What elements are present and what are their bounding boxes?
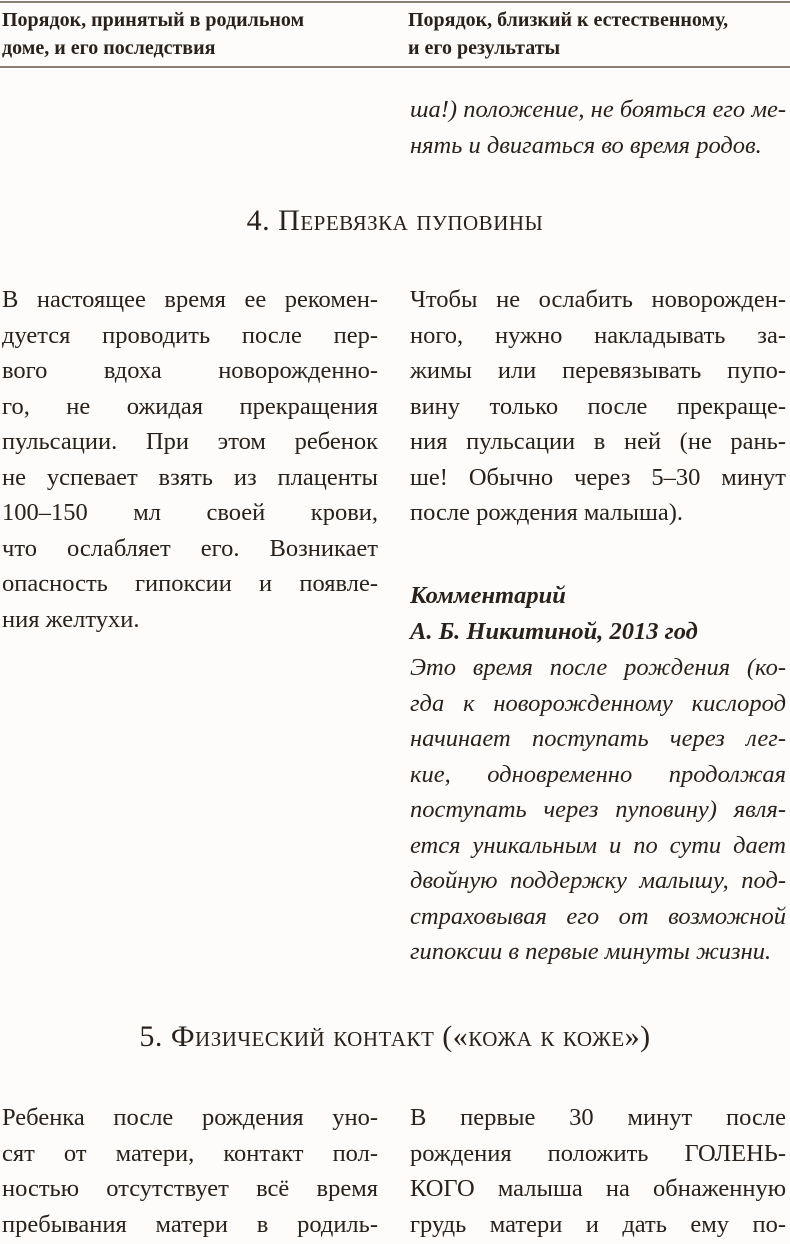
text-line: грудь матери и дать ему по- <box>410 1210 786 1238</box>
text-line: го, не ожидая прекращения <box>2 392 378 420</box>
text-line: дуется проводить после пер- <box>2 321 378 349</box>
header-right-line: и его результаты <box>408 37 561 59</box>
text-line: В первые 30 минут после <box>410 1104 786 1131</box>
text-line: не успевает взять из плаценты <box>2 463 378 491</box>
text-line: вого вдоха новорожденно- <box>2 357 378 384</box>
section-5-left-column <box>2 1100 378 1242</box>
section-5-heading: 5. Физический контакт («кожа к коже») <box>139 1020 651 1053</box>
text-line: В настоящее время ее рекомен- <box>2 286 378 313</box>
text-line: сят от матери, контакт пол- <box>2 1139 378 1167</box>
text-line: страховывая его от возможной <box>410 902 786 930</box>
text-line: пребывания матери в родиль- <box>2 1210 378 1238</box>
table-header-rule <box>0 66 790 68</box>
text-line: рождения положить ГОЛЕНЬ- <box>410 1139 786 1167</box>
text-line: пульсации. При этом ребенок <box>2 428 378 455</box>
text-line: ния пульсации в ней (не рань- <box>410 428 786 455</box>
text-line: гда к новорожденному кислород <box>410 689 786 717</box>
table-top-rule <box>0 1 790 3</box>
text-line: жимы или перевязывать пупо- <box>410 357 786 384</box>
continuation-text <box>410 92 786 163</box>
column-header-right <box>408 6 790 62</box>
section-4-left-column <box>2 282 378 637</box>
text-line: Ребенка после рождения уно- <box>2 1104 378 1131</box>
text-line: КОГО малыша на обнаженную <box>410 1175 786 1202</box>
header-right-line: Порядок, близкий к естественному, <box>408 9 729 31</box>
text-line: поступать через пуповину) явля- <box>410 796 786 823</box>
text-line: гипоксии в первые минуты жизни. <box>410 938 772 965</box>
comment-heading-line: Комментарий <box>410 582 566 609</box>
text-line: ностью отсутствует всё время <box>2 1175 378 1202</box>
comment-title <box>410 578 786 649</box>
text-line: ния желтухи. <box>2 605 140 633</box>
text-line: ша!) положение, не бояться его ме- <box>410 96 786 123</box>
text-line: что ослабляет его. Возникает <box>2 534 378 562</box>
text-line: опасность гипоксии и появле- <box>2 570 378 597</box>
text-line: Это время после рождения (ко- <box>410 654 786 681</box>
text-line: ного, нужно накладывать за- <box>410 321 786 349</box>
section-5-right-column <box>410 1100 786 1242</box>
text-line: вину только после прекраще- <box>410 392 786 420</box>
text-line: нять и двигаться во время родов. <box>410 131 762 159</box>
comment-body <box>410 650 786 970</box>
text-line: кие, одновременно продолжая <box>410 760 786 788</box>
text-line: начинает поступать через лег- <box>410 725 786 752</box>
comment-author-line: А. Б. Никитиной, 2013 год <box>410 617 698 645</box>
text-line: двойную поддержку малышу, под- <box>410 867 786 894</box>
section-4-right-column <box>410 282 786 531</box>
text-line: Чтобы не ослабить новорожден- <box>410 286 786 313</box>
section-4-heading: 4. Перевязка пуповины <box>246 204 544 237</box>
text-line: ется уникальным и по сути дает <box>410 831 786 859</box>
text-line: 100–150 мл своей крови, <box>2 499 378 526</box>
header-left-line: Порядок, принятый в родильном <box>2 9 305 31</box>
text-line: ше! Обычно через 5–30 минут <box>410 463 786 491</box>
column-header-left <box>2 6 387 62</box>
text-line: после рождения малыша). <box>410 499 683 526</box>
header-left-line: доме, и его последствия <box>2 37 216 59</box>
